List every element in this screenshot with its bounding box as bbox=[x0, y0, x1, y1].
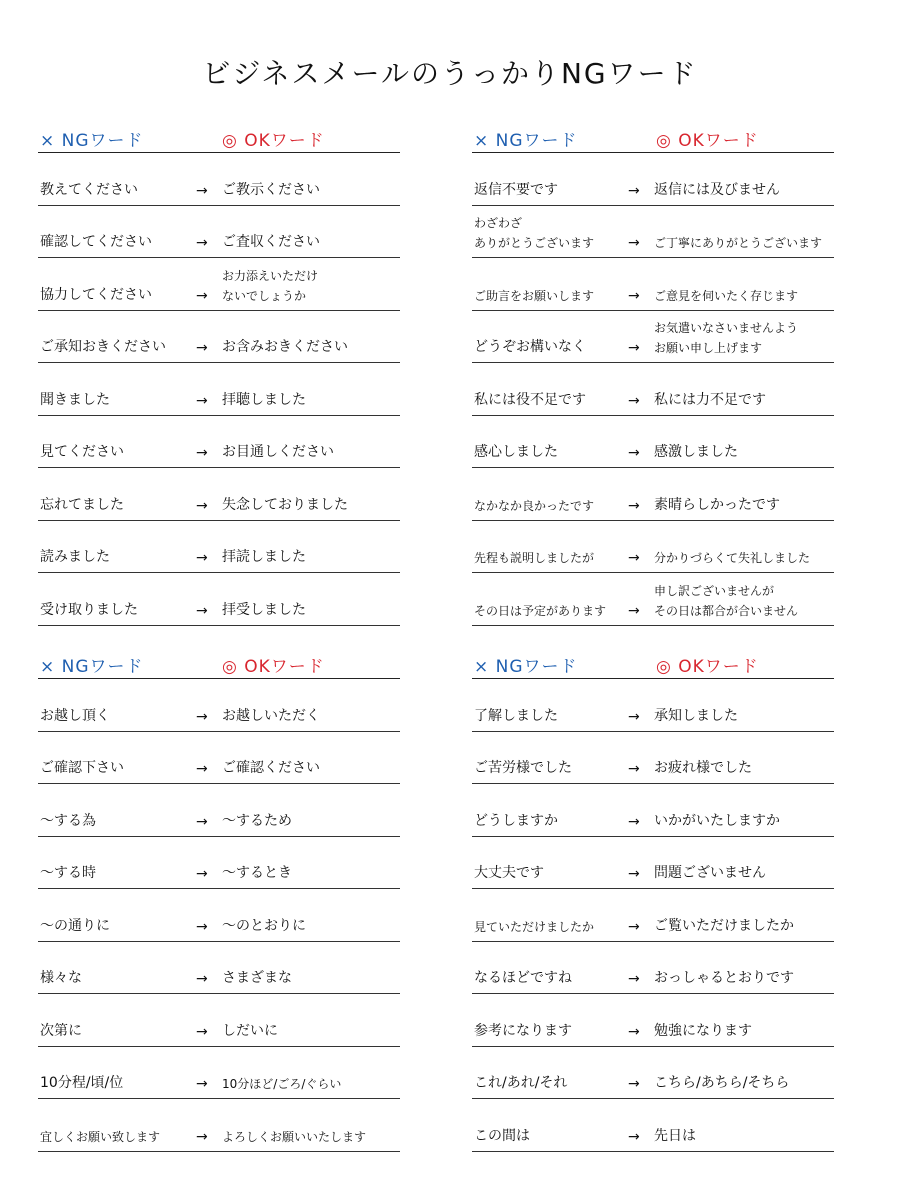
section-top-left bbox=[38, 124, 400, 626]
word-pair-row bbox=[472, 573, 834, 626]
ng-word-header: × NGワード bbox=[40, 131, 144, 151]
ok-word: ～のとおりに bbox=[222, 917, 306, 934]
ok-word: しだいに bbox=[222, 1022, 278, 1039]
ng-word: 見てください bbox=[40, 444, 124, 460]
arrow-icon: → bbox=[196, 761, 208, 777]
ok-word: ご意見を伺いたく存じます bbox=[654, 288, 799, 303]
arrow-icon: → bbox=[628, 708, 640, 725]
arrow-icon: → bbox=[628, 182, 640, 199]
ok-word: お越しいただく bbox=[222, 707, 320, 724]
arrow-icon: → bbox=[628, 445, 640, 461]
ok-word-header: ◎ OKワード bbox=[222, 657, 325, 677]
ok-word: いかがいたしますか bbox=[654, 812, 780, 829]
section-top-right bbox=[472, 124, 834, 626]
ng-word: 返信不要です bbox=[474, 181, 558, 198]
ng-word: 10分程/頃/位 bbox=[40, 1075, 124, 1091]
word-pair-row bbox=[38, 942, 400, 995]
section-header bbox=[38, 124, 400, 153]
arrow-icon: → bbox=[628, 761, 640, 777]
arrow-icon: → bbox=[628, 1076, 640, 1092]
ok-word: 拝聴しました bbox=[222, 391, 306, 408]
ng-word-header: × NGワード bbox=[40, 657, 144, 677]
ng-word: ご承知おきください bbox=[40, 339, 166, 355]
ng-word: 先程も説明しましたが bbox=[474, 551, 595, 565]
ng-word: 読みました bbox=[40, 549, 110, 565]
ok-word: 失念しておりました bbox=[222, 496, 348, 513]
word-pair-row bbox=[38, 837, 400, 890]
ok-word: 感激しました bbox=[654, 444, 738, 460]
word-pair-row bbox=[472, 837, 834, 890]
word-pair-row bbox=[472, 942, 834, 995]
ng-word: 様々な bbox=[40, 970, 82, 986]
word-pair-row bbox=[38, 679, 400, 732]
word-pair-row bbox=[472, 416, 834, 469]
arrow-icon: → bbox=[628, 971, 640, 987]
word-pair-row bbox=[472, 1099, 834, 1152]
word-pair-row bbox=[472, 889, 834, 942]
ng-word: 確認してください bbox=[40, 234, 152, 250]
word-pair-row bbox=[472, 679, 834, 732]
arrow-icon: → bbox=[196, 971, 208, 987]
ok-word: お含みおきください bbox=[222, 339, 348, 355]
page-title: ビジネスメールのうっかりNGワード bbox=[202, 57, 698, 90]
ok-word: ご覧いただけましたか bbox=[654, 917, 794, 934]
arrow-icon: → bbox=[628, 235, 640, 251]
ng-word: 参考になります bbox=[474, 1022, 572, 1039]
word-pair-row bbox=[38, 889, 400, 942]
ok-word-header: ◎ OKワード bbox=[656, 657, 759, 677]
word-pair-row bbox=[472, 153, 834, 206]
word-pair-row bbox=[38, 363, 400, 416]
ok-word: ご査収ください bbox=[222, 234, 320, 250]
word-pair-row bbox=[472, 1047, 834, 1100]
ok-word: お気遣いなさいませんよう お願い申し上げます bbox=[654, 321, 799, 355]
ng-word: ～の通りに bbox=[40, 917, 110, 934]
arrow-icon: → bbox=[196, 235, 208, 251]
arrow-icon: → bbox=[628, 550, 640, 566]
section-header bbox=[38, 650, 400, 679]
ok-word: お疲れ様でした bbox=[654, 760, 752, 776]
ng-word: 私には役不足です bbox=[474, 391, 586, 408]
ok-word: 拝受しました bbox=[222, 601, 306, 618]
ng-word: 見ていただけましたか bbox=[474, 919, 595, 934]
arrow-icon: → bbox=[628, 866, 640, 882]
word-pair-row bbox=[38, 153, 400, 206]
ng-word: お越し頂く bbox=[40, 707, 110, 724]
ng-word: その日は予定があります bbox=[474, 603, 607, 618]
arrow-icon: → bbox=[196, 1128, 208, 1145]
word-pair-row bbox=[38, 258, 400, 311]
word-pair-row bbox=[472, 468, 834, 521]
ok-word: ～するため bbox=[222, 812, 292, 829]
ng-word: 協力してください bbox=[40, 286, 152, 303]
word-pair-row bbox=[38, 1099, 400, 1152]
arrow-icon: → bbox=[196, 708, 208, 725]
ok-word: さまざまな bbox=[222, 970, 292, 986]
ok-word: 分かりづらくて失礼しました bbox=[654, 551, 811, 565]
arrow-icon: → bbox=[196, 182, 208, 199]
arrow-icon: → bbox=[628, 287, 640, 304]
word-pair-row bbox=[472, 206, 834, 259]
ok-word: 素晴らしかったです bbox=[654, 496, 780, 513]
ok-word: よろしくお願いいたします bbox=[222, 1129, 367, 1144]
ok-word: ご確認ください bbox=[222, 760, 320, 776]
arrow-icon: → bbox=[196, 550, 208, 566]
arrow-icon: → bbox=[196, 497, 208, 514]
ok-word: 勉強になります bbox=[654, 1022, 752, 1039]
ng-word: 次第に bbox=[40, 1022, 82, 1039]
arrow-icon: → bbox=[628, 602, 640, 619]
ng-word: 了解しました bbox=[474, 707, 558, 724]
ok-word: 返信には及びません bbox=[654, 181, 780, 198]
arrow-icon: → bbox=[628, 497, 640, 514]
ok-word-header: ◎ OKワード bbox=[656, 131, 759, 151]
arrow-icon: → bbox=[628, 392, 640, 409]
ok-word: お目通しください bbox=[222, 444, 334, 460]
word-pair-row bbox=[472, 363, 834, 416]
ok-word: 私には力不足です bbox=[654, 391, 766, 408]
ng-word: 忘れてました bbox=[40, 496, 124, 513]
ok-word: こちら/あちら/そちら bbox=[654, 1075, 790, 1091]
ok-word: ～するとき bbox=[222, 865, 292, 881]
arrow-icon: → bbox=[196, 287, 208, 304]
arrow-icon: → bbox=[196, 340, 208, 356]
arrow-icon: → bbox=[628, 1023, 640, 1040]
word-pair-row bbox=[472, 521, 834, 574]
section-header bbox=[472, 650, 834, 679]
ng-word: この間は bbox=[474, 1127, 530, 1144]
ng-word: 教えてください bbox=[40, 181, 138, 198]
arrow-icon: → bbox=[196, 1076, 208, 1092]
ok-word: 拝読しました bbox=[222, 549, 306, 565]
ng-word: どうぞお構いなく bbox=[474, 339, 586, 355]
ok-word: 問題ございません bbox=[654, 865, 766, 881]
arrow-icon: → bbox=[196, 1023, 208, 1040]
word-pair-row bbox=[472, 732, 834, 785]
word-pair-row bbox=[38, 521, 400, 574]
ng-word-header: × NGワード bbox=[474, 131, 578, 151]
word-pair-row bbox=[38, 784, 400, 837]
word-pair-row bbox=[38, 416, 400, 469]
ok-word: 先日は bbox=[654, 1127, 696, 1144]
arrow-icon: → bbox=[628, 918, 640, 935]
word-pair-row bbox=[38, 1047, 400, 1100]
word-pair-row bbox=[472, 311, 834, 364]
arrow-icon: → bbox=[196, 918, 208, 935]
ng-word: ～する時 bbox=[40, 865, 96, 881]
word-pair-row bbox=[472, 994, 834, 1047]
section-bottom-left bbox=[38, 650, 400, 1152]
word-pair-row bbox=[38, 468, 400, 521]
ng-word: 大丈夫です bbox=[474, 865, 544, 881]
section-bottom-right bbox=[472, 650, 834, 1152]
ng-word: わざわざ ありがとうございます bbox=[474, 216, 595, 250]
ok-word: 10分ほど/ごろ/ぐらい bbox=[222, 1077, 342, 1091]
arrow-icon: → bbox=[196, 445, 208, 461]
word-pair-row bbox=[38, 994, 400, 1047]
ok-word-header: ◎ OKワード bbox=[222, 131, 325, 151]
ng-word: これ/あれ/それ bbox=[474, 1075, 568, 1091]
word-pair-row bbox=[38, 573, 400, 626]
ng-word: 宜しくお願い致します bbox=[40, 1129, 161, 1144]
ng-word-header: × NGワード bbox=[474, 657, 578, 677]
ng-word: ご助言をお願いします bbox=[474, 288, 595, 303]
arrow-icon: → bbox=[196, 392, 208, 409]
ok-word: 承知しました bbox=[654, 707, 738, 724]
word-pair-row bbox=[38, 311, 400, 364]
ok-word: ご教示ください bbox=[222, 181, 320, 198]
ng-word: なかなか良かったです bbox=[474, 498, 595, 513]
arrow-icon: → bbox=[196, 866, 208, 882]
arrow-icon: → bbox=[628, 1128, 640, 1145]
ng-word: ～する為 bbox=[40, 812, 96, 829]
ok-word: お力添えいただけ ないでしょうか bbox=[222, 268, 319, 303]
ng-word: 聞きました bbox=[40, 391, 110, 408]
ng-word: 感心しました bbox=[474, 444, 558, 460]
word-pair-row bbox=[38, 732, 400, 785]
ok-word: 申し訳ございませんが その日は都合が合いません bbox=[654, 583, 799, 618]
arrow-icon: → bbox=[628, 813, 640, 830]
ng-word: 受け取りました bbox=[40, 601, 138, 618]
ng-word: ご苦労様でした bbox=[474, 760, 572, 776]
word-pair-row bbox=[472, 784, 834, 837]
section-header bbox=[472, 124, 834, 153]
arrow-icon: → bbox=[196, 602, 208, 619]
ng-word: どうしますか bbox=[474, 812, 558, 829]
ng-word: なるほどですね bbox=[474, 970, 572, 986]
arrow-icon: → bbox=[628, 340, 640, 356]
ng-word: ご確認下さい bbox=[40, 760, 124, 776]
word-pair-row bbox=[38, 206, 400, 259]
ok-word: ご丁寧にありがとうございます bbox=[654, 236, 823, 250]
ok-word: おっしゃるとおりです bbox=[654, 970, 794, 986]
word-pair-row bbox=[472, 258, 834, 311]
arrow-icon: → bbox=[196, 813, 208, 830]
